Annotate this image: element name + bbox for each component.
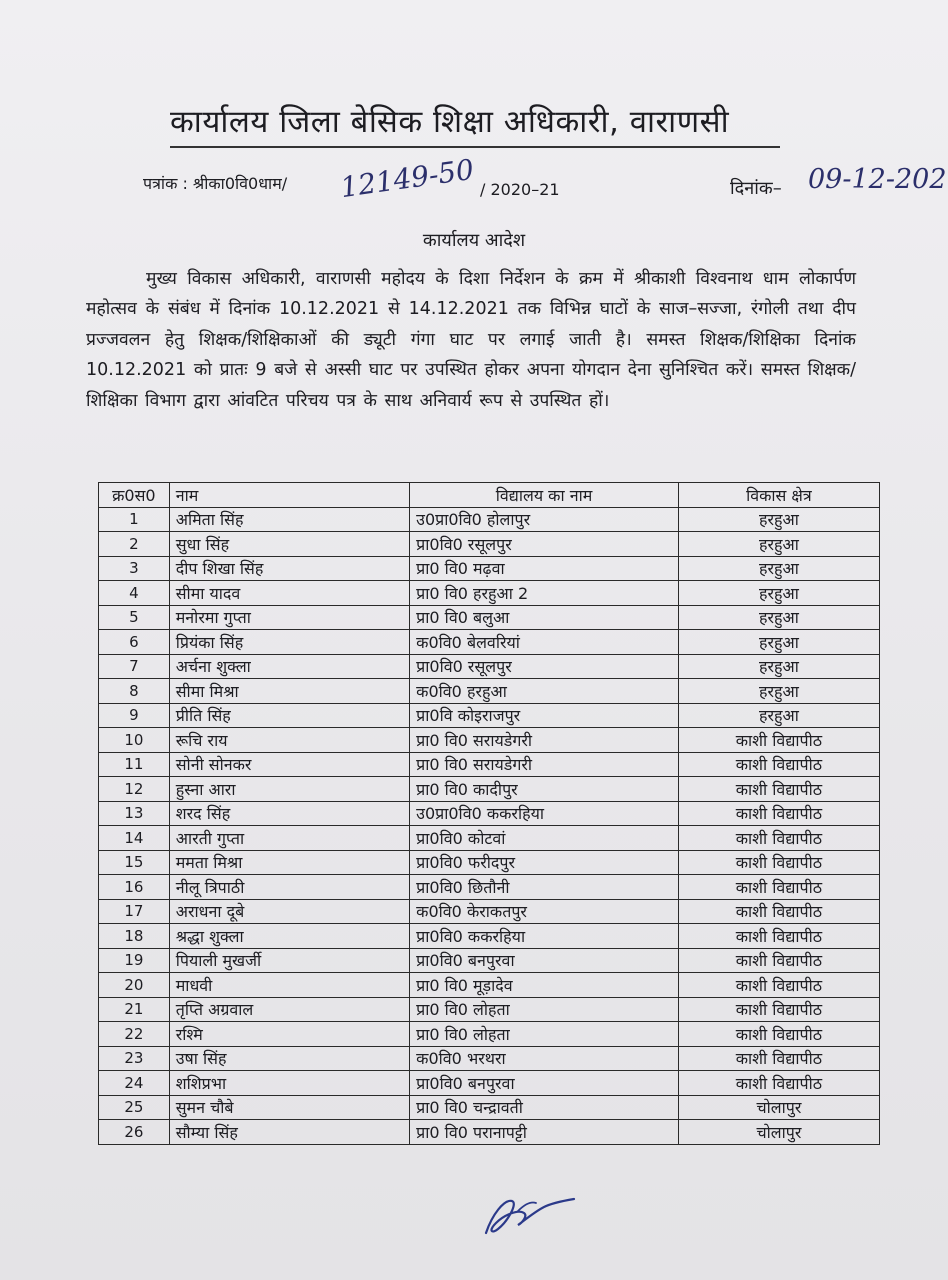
handwritten-signature-icon	[478, 1185, 588, 1245]
table-row	[99, 850, 880, 875]
block-cell: हरहुआ	[678, 507, 879, 532]
serial-cell: 21	[99, 997, 170, 1022]
name-cell: शशिप्रभा	[169, 1071, 409, 1096]
block-cell: हरहुआ	[678, 556, 879, 581]
table-row	[99, 654, 880, 679]
header-school: विद्यालय का नाम	[410, 483, 679, 508]
table-row	[99, 997, 880, 1022]
school-cell: उ0प्रा0वि0 ककरहिया	[410, 801, 679, 826]
school-cell: प्रा0वि0 रसूलपुर	[410, 654, 679, 679]
block-cell: हरहुआ	[678, 703, 879, 728]
reference-prefix: पत्रांक : श्रीका0वि0धाम/	[143, 174, 288, 193]
block-cell: काशी विद्यापीठ	[678, 997, 879, 1022]
table-row	[99, 1095, 880, 1120]
block-cell: काशी विद्यापीठ	[678, 973, 879, 998]
table-row	[99, 752, 880, 777]
serial-cell: 9	[99, 703, 170, 728]
header-block: विकास क्षेत्र	[678, 483, 879, 508]
block-cell: हरहुआ	[678, 581, 879, 606]
name-cell: रूचि राय	[169, 728, 409, 753]
school-cell: प्रा0 वि0 लोहता	[410, 997, 679, 1022]
block-cell: काशी विद्यापीठ	[678, 1046, 879, 1071]
table-row	[99, 507, 880, 532]
block-cell: काशी विद्यापीठ	[678, 948, 879, 973]
name-cell: अराधना दूबे	[169, 899, 409, 924]
table-row	[99, 801, 880, 826]
serial-cell: 10	[99, 728, 170, 753]
name-cell: नीलू त्रिपाठी	[169, 875, 409, 900]
school-cell: प्रा0वि0 बनपुरवा	[410, 1071, 679, 1096]
school-cell: क0वि0 केराकतपुर	[410, 899, 679, 924]
name-cell: तृप्ति अग्रवाल	[169, 997, 409, 1022]
school-cell: प्रा0 वि0 सरायडेगरी	[410, 752, 679, 777]
name-cell: अमिता सिंह	[169, 507, 409, 532]
order-body-text: मुख्य विकास अधिकारी, वाराणसी महोदय के दिशा निर्देशन के क्रम में श्रीकाशी विश्वनाथ धाम लोकार्पण महोत्सव के संबंध में दिनांक 10.12.2021 से 14.12.2021 तक विभिन्न घाटों के साज–सज्जा, रंगोली तथा दीप प्रज्जवलन हेतु शिक्षक/शिक्षिकाओं की ड्यूटी गंगा घाट पर लगाई जाती है। समस्त शिक्षक/शिक्षिका दिनांक 10.12.2021 को प्रातः 9 बजे से अस्सी घाट पर उपस्थित होकर अपना योगदान देना सुनिश्चित करें। समस्त शिक्षक/शिक्षिका विभाग द्वारा आंवटित परिचय पत्र के साथ अनिवार्य रूप से उपस्थित हों।	[86, 269, 856, 411]
school-cell: प्रा0वि0 रसूलपुर	[410, 532, 679, 557]
name-cell: सीमा यादव	[169, 581, 409, 606]
serial-cell: 13	[99, 801, 170, 826]
serial-cell: 19	[99, 948, 170, 973]
block-cell: हरहुआ	[678, 630, 879, 655]
school-cell: प्रा0 वि0 मूड़ादेव	[410, 973, 679, 998]
school-cell: प्रा0वि0 ककरहिया	[410, 924, 679, 949]
name-cell: सोनी सोनकर	[169, 752, 409, 777]
name-cell: रश्मि	[169, 1022, 409, 1047]
serial-cell: 22	[99, 1022, 170, 1047]
serial-cell: 1	[99, 507, 170, 532]
table-header-row	[99, 483, 880, 508]
serial-cell: 14	[99, 826, 170, 851]
date-handwritten: 09-12-202	[808, 164, 947, 195]
block-cell: काशी विद्यापीठ	[678, 801, 879, 826]
table-row	[99, 1120, 880, 1145]
reference-number-handwritten: 12149-50	[338, 152, 476, 205]
name-cell: मनोरमा गुप्ता	[169, 605, 409, 630]
table-row	[99, 532, 880, 557]
school-cell: प्रा0वि0 फरीदपुर	[410, 850, 679, 875]
table-row	[99, 875, 880, 900]
school-cell: प्रा0वि0 छितौनी	[410, 875, 679, 900]
block-cell: काशी विद्यापीठ	[678, 728, 879, 753]
serial-cell: 2	[99, 532, 170, 557]
block-cell: हरहुआ	[678, 679, 879, 704]
block-cell: काशी विद्यापीठ	[678, 1022, 879, 1047]
serial-cell: 17	[99, 899, 170, 924]
school-cell: क0वि0 बेलवरियां	[410, 630, 679, 655]
school-cell: प्रा0वि0 कोटवां	[410, 826, 679, 851]
table-row	[99, 1046, 880, 1071]
name-cell: दीप शिखा सिंह	[169, 556, 409, 581]
table-row	[99, 703, 880, 728]
school-cell: प्रा0 वि0 कादीपुर	[410, 777, 679, 802]
table-row	[99, 630, 880, 655]
name-cell: माधवी	[169, 973, 409, 998]
school-cell: क0वि0 हरहुआ	[410, 679, 679, 704]
serial-cell: 18	[99, 924, 170, 949]
table-row	[99, 924, 880, 949]
serial-cell: 5	[99, 605, 170, 630]
table-row	[99, 777, 880, 802]
order-subject: कार्यालय आदेश	[422, 230, 526, 251]
table-row	[99, 1022, 880, 1047]
block-cell: हरहुआ	[678, 605, 879, 630]
office-title: कार्यालय जिला बेसिक शिक्षा अधिकारी, वाराणसी	[170, 100, 780, 148]
serial-cell: 16	[99, 875, 170, 900]
school-cell: उ0प्रा0वि0 होलापुर	[410, 507, 679, 532]
block-cell: काशी विद्यापीठ	[678, 875, 879, 900]
serial-cell: 24	[99, 1071, 170, 1096]
school-cell: प्रा0 वि0 हरहुआ 2	[410, 581, 679, 606]
serial-cell: 6	[99, 630, 170, 655]
serial-cell: 26	[99, 1120, 170, 1145]
name-cell: अर्चना शुक्ला	[169, 654, 409, 679]
serial-cell: 20	[99, 973, 170, 998]
name-cell: सुमन चौबे	[169, 1095, 409, 1120]
name-cell: श्रद्धा शुक्ला	[169, 924, 409, 949]
name-cell: प्रीति सिंह	[169, 703, 409, 728]
table-row	[99, 728, 880, 753]
block-cell: हरहुआ	[678, 532, 879, 557]
school-cell: प्रा0 वि0 चन्द्रावती	[410, 1095, 679, 1120]
reference-year: / 2020–21	[480, 180, 560, 199]
teacher-duty-table	[98, 482, 880, 1145]
table-row	[99, 826, 880, 851]
name-cell: उषा सिंह	[169, 1046, 409, 1071]
name-cell: सीमा मिश्रा	[169, 679, 409, 704]
block-cell: काशी विद्यापीठ	[678, 1071, 879, 1096]
name-cell: प्रियंका सिंह	[169, 630, 409, 655]
name-cell: पियाली मुखर्जी	[169, 948, 409, 973]
serial-cell: 11	[99, 752, 170, 777]
table-row	[99, 899, 880, 924]
name-cell: ममता मिश्रा	[169, 850, 409, 875]
serial-cell: 3	[99, 556, 170, 581]
table-row	[99, 679, 880, 704]
serial-cell: 15	[99, 850, 170, 875]
block-cell: काशी विद्यापीठ	[678, 752, 879, 777]
table-row	[99, 948, 880, 973]
table-row	[99, 973, 880, 998]
header-name: नाम	[169, 483, 409, 508]
block-cell: चोलापुर	[678, 1095, 879, 1120]
date-label: दिनांक–	[730, 178, 782, 199]
block-cell: काशी विद्यापीठ	[678, 826, 879, 851]
block-cell: काशी विद्यापीठ	[678, 924, 879, 949]
table-row	[99, 1071, 880, 1096]
name-cell: शरद सिंह	[169, 801, 409, 826]
serial-cell: 4	[99, 581, 170, 606]
table-row	[99, 581, 880, 606]
school-cell: प्रा0 वि0 परानापट्टी	[410, 1120, 679, 1145]
header-serial: क्र0स0	[99, 483, 170, 508]
name-cell: सौम्या सिंह	[169, 1120, 409, 1145]
block-cell: काशी विद्यापीठ	[678, 777, 879, 802]
serial-cell: 25	[99, 1095, 170, 1120]
serial-cell: 12	[99, 777, 170, 802]
school-cell: प्रा0 वि0 लोहता	[410, 1022, 679, 1047]
block-cell: चोलापुर	[678, 1120, 879, 1145]
school-cell: प्रा0 वि0 सरायडेगरी	[410, 728, 679, 753]
name-cell: आरती गुप्ता	[169, 826, 409, 851]
serial-cell: 8	[99, 679, 170, 704]
table-body	[99, 507, 880, 1144]
school-cell: क0वि0 भरथरा	[410, 1046, 679, 1071]
school-cell: प्रा0 वि0 बलुआ	[410, 605, 679, 630]
block-cell: हरहुआ	[678, 654, 879, 679]
block-cell: काशी विद्यापीठ	[678, 850, 879, 875]
serial-cell: 7	[99, 654, 170, 679]
school-cell: प्रा0 वि0 मढ़वा	[410, 556, 679, 581]
school-cell: प्रा0वि0 बनपुरवा	[410, 948, 679, 973]
name-cell: सुधा सिंह	[169, 532, 409, 557]
table-row	[99, 605, 880, 630]
block-cell: काशी विद्यापीठ	[678, 899, 879, 924]
school-cell: प्रा0वि कोइराजपुर	[410, 703, 679, 728]
serial-cell: 23	[99, 1046, 170, 1071]
table-row	[99, 556, 880, 581]
name-cell: हुस्ना आरा	[169, 777, 409, 802]
